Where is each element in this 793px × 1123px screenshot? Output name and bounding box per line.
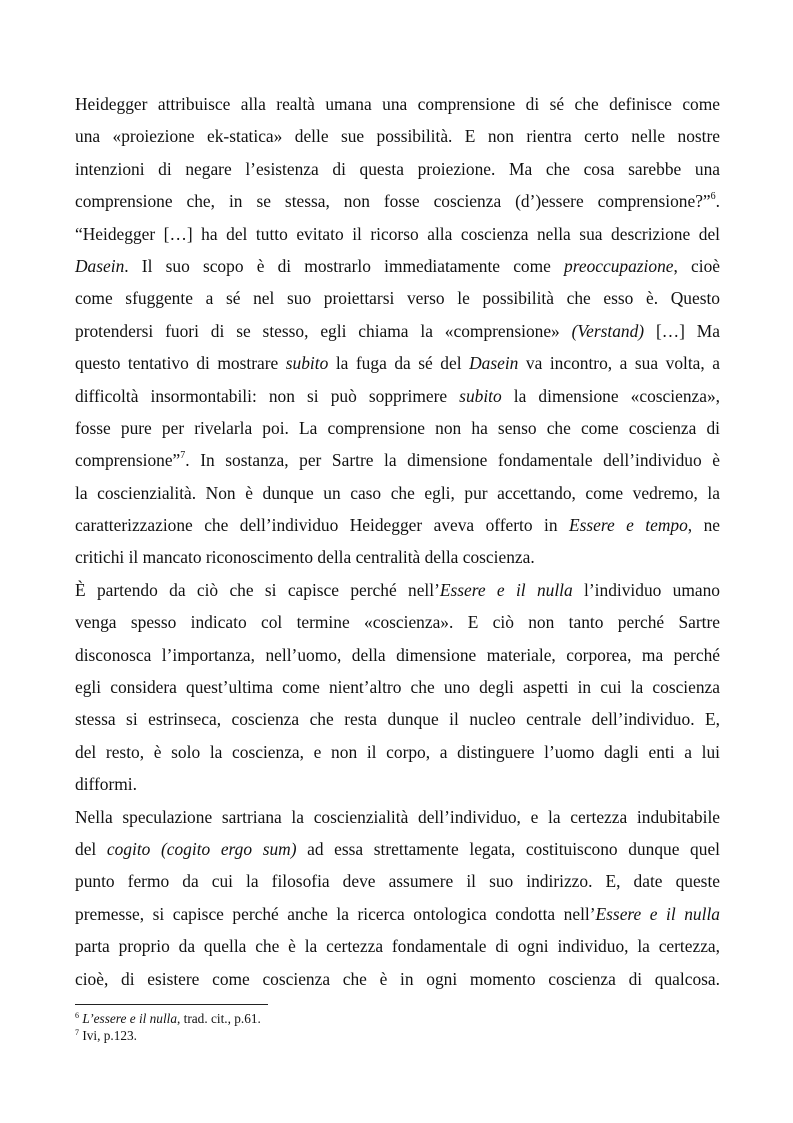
text-line: “Heidegger […] ha del tutto evitato il ricorso alla coscienza nella sua descrizione del [75, 223, 720, 244]
text-line: comprensione”$^7$. In sostanza, per Sartre la dimensione fondamentale dell’individuo è [75, 450, 720, 471]
text-line: premesse, si capisce perché anche la ricerca ontologica condotta nell’Essere e il nulla [75, 903, 720, 924]
page-body [75, 88, 720, 995]
text-line: questo tentativo di mostrare subito la fuga da sé del Dasein va incontro, a sua volta, a [75, 353, 721, 374]
paragraph-1 [75, 88, 720, 574]
paragraph-2 [75, 574, 720, 801]
footnote-7: $^7$ Ivi, p.123. [75, 1028, 137, 1043]
text-line: del cogito (cogito ergo sum) ad essa strettamente legata, costituiscono dunque quel [75, 838, 720, 859]
footnote-ref-7[interactable]: 7 [180, 450, 186, 462]
text-line: comprensione che, in se stessa, non fosse coscienza (d’)essere comprensione?”$^6$. [75, 191, 720, 212]
text-line: intenzioni di negare l’esistenza di questa proiezione. Ma che cosa sarebbe una [75, 158, 720, 179]
text-line: critichi il mancato riconoscimento della centralità della coscienza. [75, 547, 535, 568]
paragraph-3 [75, 801, 720, 995]
text-line: protendersi fuori di se stesso, egli chiama la «comprensione» (Verstand) […] Ma [75, 320, 720, 341]
text-line: Nella speculazione sartriana la coscienzialità dell’individuo, e la certezza indubitabile [75, 806, 720, 827]
text-line: Heidegger attribuisce alla realtà umana una comprensione di sé che definisce come [75, 94, 720, 114]
text-line: È partendo da ciò che si capisce perché nell’Essere e il nulla l’individuo umano [75, 579, 720, 600]
text-line: del resto, è solo la coscienza, e non il corpo, a distinguere l’uomo dagli enti a lui [75, 741, 720, 762]
text-line: venga spesso indicato col termine «coscienza». E ciò non tanto perché Sartre [75, 612, 720, 633]
text-line: Dasein. Il suo scopo è di mostrarlo immediatamente come preoccupazione, cioè [75, 255, 720, 276]
text-line: la coscienzialità. Non è dunque un caso che egli, pur accettando, come vedremo, la [75, 482, 720, 503]
text-line: difficoltà insormontabili: non si può sopprimere subito la dimensione «coscienza», [75, 385, 720, 406]
footnote-ref-6[interactable]: 6 [710, 191, 716, 203]
text-line: stessa si estrinseca, coscienza che resta dunque il nucleo centrale dell’individuo. E, [75, 709, 720, 730]
text-line: cioè, di esistere come coscienza che è in ogni momento coscienza di qualcosa. [75, 968, 720, 989]
footnotes [75, 1010, 720, 1044]
footnote-6: $^6$ L’essere e il nulla, trad. cit., p.61. [75, 1011, 261, 1026]
text-line: egli considera quest’ultima come nient’altro che uno degli aspetti in cui la coscienza [75, 677, 720, 698]
text-line: punto fermo da cui la filosofia deve assumere il suo indirizzo. E, date queste [75, 871, 720, 892]
text-line: come sfuggente a sé nel suo proiettarsi verso le possibilità che esso è. Questo [75, 288, 720, 309]
text-line: fosse pure per rivelarla poi. La comprensione non ha senso che come coscienza di [75, 417, 720, 438]
text-line: una «proiezione ek-statica» delle sue possibilità. E non rientra certo nelle nostre [75, 126, 720, 147]
text-line: caratterizzazione che dell’individuo Heidegger aveva offerto in Essere e tempo, ne [75, 515, 720, 536]
footnote-separator [75, 1004, 268, 1005]
text-line: difformi. [75, 774, 137, 795]
text-line: parta proprio da quella che è la certezza fondamentale di ogni individuo, la certezza, [75, 936, 720, 957]
text-line: disconosca l’importanza, nell’uomo, della dimensione materiale, corporea, ma perché [75, 644, 720, 665]
